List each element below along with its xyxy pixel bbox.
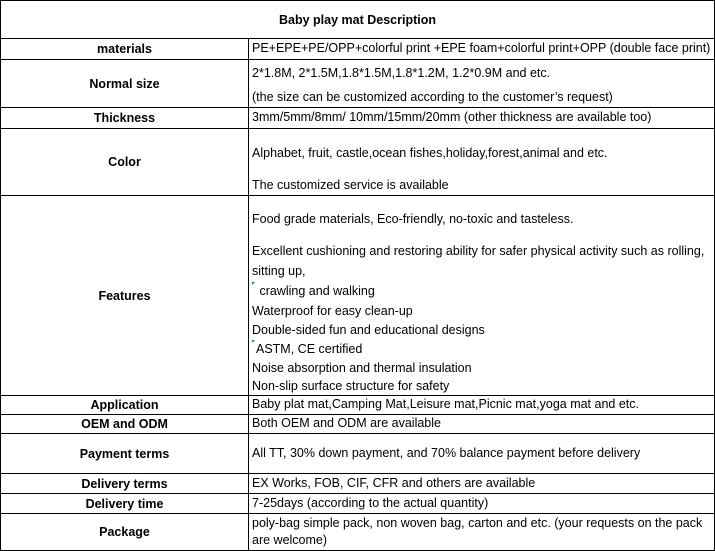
value-color — [249, 129, 714, 195]
row-color — [0, 128, 715, 195]
value-thickness: 3mm/5mm/8mm/ 10mm/15mm/20mm (other thickness are available too) — [252, 110, 652, 124]
feature-item: Food grade materials, Eco-friendly, no-toxic and tasteless. — [252, 212, 574, 226]
feature-item: sitting up, — [252, 264, 306, 278]
label-application: Application — [1, 396, 249, 414]
feature-item-text: crawling and walking — [256, 284, 375, 298]
feature-item-text: ASTM, CE certified — [256, 342, 363, 356]
label-delivery-terms: Delivery terms — [1, 474, 249, 493]
value-materials: PE+EPE+PE/OPP+colorful print +EPE foam+colorful print+OPP (double face print) — [252, 41, 711, 55]
feature-item: Non-slip surface structure for safety — [252, 379, 450, 393]
value-normal-size — [249, 60, 714, 107]
feature-item: Double-sided fun and educational designs — [252, 323, 485, 337]
row-package — [0, 513, 715, 551]
label-materials: materials — [1, 39, 249, 59]
label-package: Package — [1, 514, 249, 550]
value-oem-odm: Both OEM and ODM are available — [252, 416, 441, 430]
feature-item — [252, 282, 375, 301]
row-delivery-time — [0, 493, 715, 513]
feature-item: Excellent cushioning and restoring ability for safer physical activity such as rolling, — [252, 244, 705, 258]
row-thickness — [0, 107, 715, 128]
value-features — [249, 196, 714, 395]
value-delivery-terms: EX Works, FOB, CIF, CFR and others are available — [252, 476, 536, 490]
color-line-2: The customized service is available — [252, 178, 449, 192]
row-application — [0, 395, 715, 414]
cell-comment-marker — [252, 340, 255, 343]
feature-item: Waterproof for easy clean-up — [252, 304, 413, 318]
row-normal-size — [0, 59, 715, 107]
row-delivery-terms — [0, 473, 715, 493]
cell-comment-marker — [252, 282, 255, 285]
table-title: Baby play mat Description — [0, 0, 715, 38]
value-delivery-time: 7-25days (according to the actual quantity) — [252, 496, 489, 510]
color-line-1: Alphabet, fruit, castle,ocean fishes,holiday,forest,animal and etc. — [252, 146, 608, 160]
row-payment-terms — [0, 433, 715, 473]
label-color: Color — [1, 129, 249, 195]
row-oem-odm — [0, 414, 715, 433]
label-payment-terms: Payment terms — [1, 434, 249, 473]
value-package: poly-bag simple pack, non woven bag, carton and etc. (your requests on the pack are welcome) — [252, 516, 703, 547]
value-payment-terms: All TT, 30% down payment, and 70% balance payment before delivery — [252, 446, 641, 460]
feature-item: Noise absorption and thermal insulation — [252, 361, 472, 375]
normal-size-line-2: (the size can be customized according to the customer’s request) — [252, 90, 613, 104]
label-normal-size: Normal size — [1, 60, 249, 107]
row-materials — [0, 38, 715, 59]
feature-item — [252, 340, 362, 359]
label-delivery-time: Delivery time — [1, 494, 249, 513]
label-features: Features — [1, 196, 249, 395]
label-oem-odm: OEM and ODM — [1, 415, 249, 433]
value-application: Baby plat mat,Camping Mat,Leisure mat,Picnic mat,yoga mat and etc. — [252, 397, 639, 411]
normal-size-line-1: 2*1.8M, 2*1.5M,1.8*1.5M,1.8*1.2M, 1.2*0.9M and etc. — [252, 66, 551, 80]
row-features — [0, 195, 715, 395]
label-thickness: Thickness — [1, 108, 249, 128]
